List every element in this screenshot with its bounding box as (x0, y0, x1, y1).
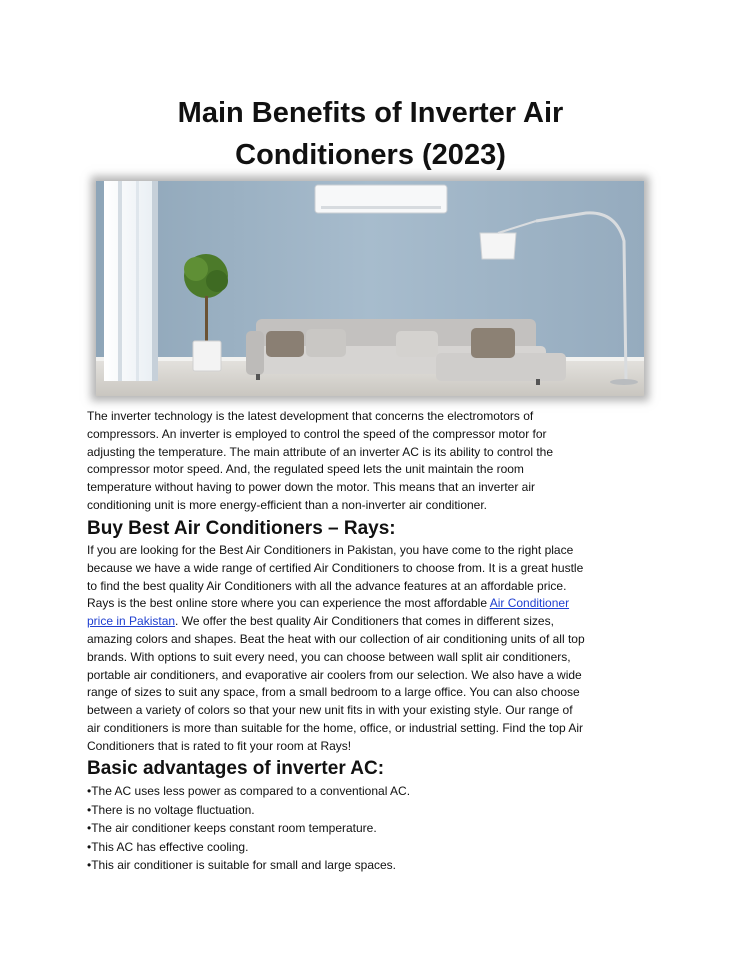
buy-line-with-link (87, 613, 657, 631)
buy-line: to find the best quality Air Conditioners with all the advance features at an affordable price. (87, 578, 567, 593)
intro-line: The inverter technology is the latest development that concerns the electromotors of (87, 409, 534, 423)
link-line-suffix: . We offer the best quality Air Conditioners that comes in different sizes, (175, 614, 554, 629)
buy-line-with-link (87, 595, 657, 613)
buy-paragraph (87, 542, 657, 756)
intro-line: conditioning unit is more energy-efficient than a non-inverter air conditioner. (87, 497, 488, 512)
list-item: •There is no voltage fluctuation. (87, 802, 255, 817)
title-line-1: Main Benefits of Inverter Air (177, 97, 564, 129)
page-title (100, 92, 641, 176)
buy-line: If you are looking for the Best Air Conditioners in Pakistan, you have come to the right place (87, 543, 574, 557)
list-item: •The air conditioner keeps constant room temperature. (87, 821, 377, 836)
list-item: •The AC uses less power as compared to a conventional AC. (87, 784, 411, 798)
buy-line: portable air conditioners, and evaporative air coolers from our selection. We also have a wide (87, 667, 582, 682)
buy-line: amazing colors and shapes. Beat the heat with our collection of air conditioning units of all top (87, 631, 585, 646)
link-line-prefix: Rays is the best online store where you can experience the most affordable (87, 596, 490, 611)
ac-price-link[interactable]: Air Conditioner (489, 596, 570, 611)
buy-line: between a variety of colors so that your new unit fits in with your existing style. Our range of (87, 703, 573, 718)
list-item: •This AC has effective cooling. (87, 839, 249, 854)
section-heading-buy: Buy Best Air Conditioners – Rays: (87, 518, 396, 539)
section-heading-advantages: Basic advantages of inverter AC: (87, 758, 385, 779)
buy-line: brands. With options to suit every need, you can choose between wall split air conditioners, (87, 649, 571, 664)
advantages-list (87, 782, 410, 875)
buy-line: range of sizes to suit any space, from a small bedroom to a large office. You can also choose (87, 685, 580, 700)
intro-line: temperature without having to power down the motor. This means that an inverter air (87, 480, 536, 495)
living-room-ac-photo (96, 181, 644, 396)
title-line-2: Conditioners (2023) (235, 139, 506, 171)
intro-paragraph (87, 408, 657, 515)
list-item: •This air conditioner is suitable for small and large spaces. (87, 858, 397, 873)
intro-line: adjusting the temperature. The main attribute of an inverter AC is its ability to control the (87, 444, 554, 459)
buy-line: because we have a wide range of certified Air Conditioners to choose from. It is a great hustle (87, 560, 584, 575)
buy-line: Conditioners that is rated to fit your room at Rays! (87, 738, 352, 753)
ac-price-link-continued[interactable]: price in Pakistan (87, 614, 176, 629)
buy-line: air conditioners is more than suitable for the home, office, or industrial setting. Find the top Air (87, 720, 584, 735)
intro-line: compressor motor speed. And, the regulated speed lets the unit maintain the room (87, 462, 524, 477)
intro-line: compressors. An inverter is employed to control the speed of the compressor motor for (87, 426, 547, 441)
